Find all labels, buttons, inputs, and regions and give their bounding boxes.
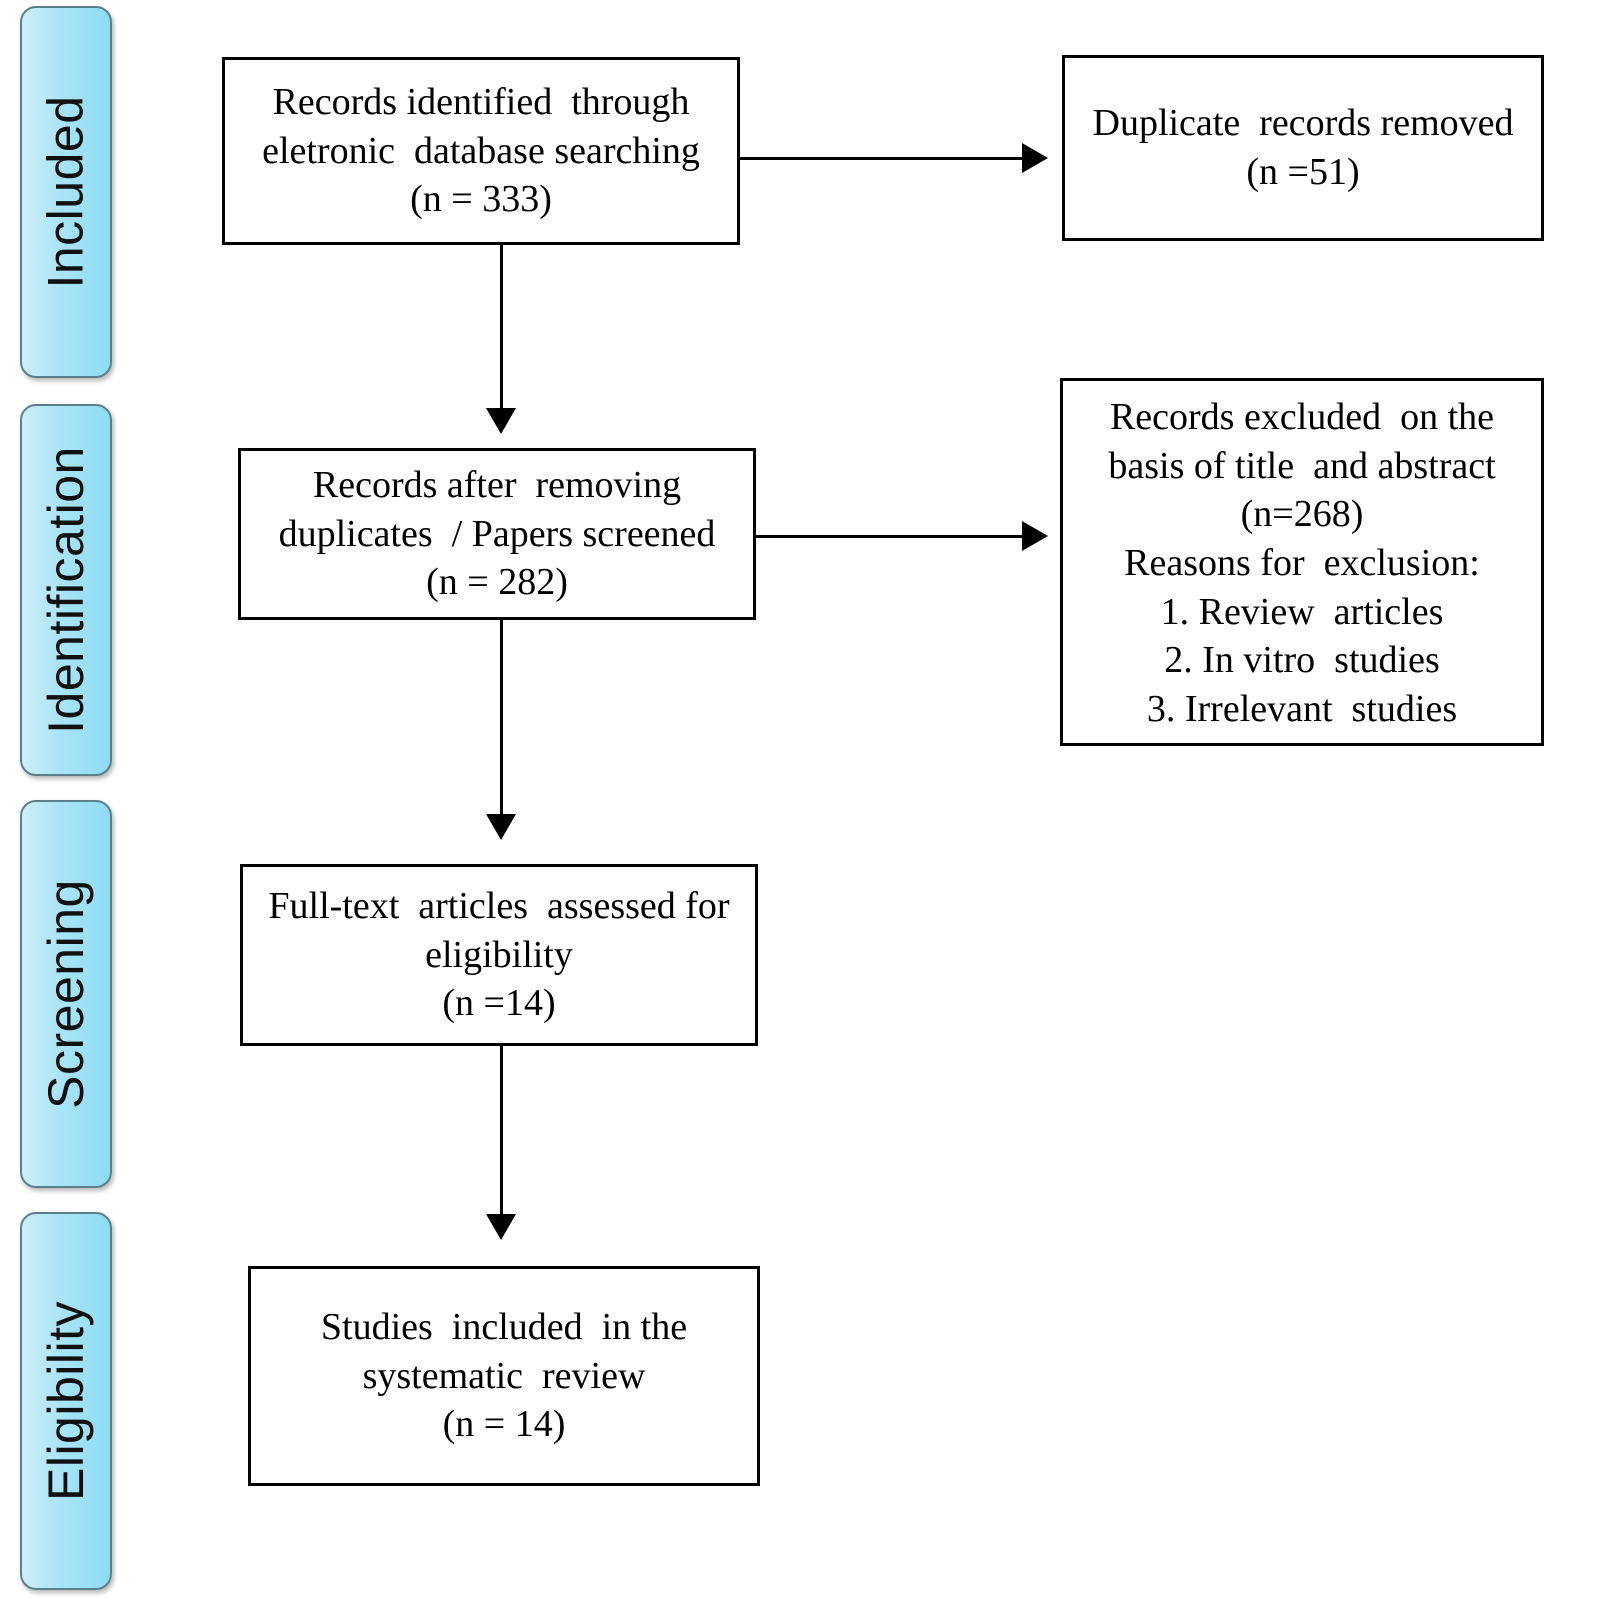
- box-duplicate-records-line1: Duplicate records removed: [1092, 102, 1514, 145]
- box-records-after-duplicates-line1: Records after removing: [312, 464, 682, 507]
- connector-screened-to-excluded: [756, 535, 1024, 538]
- box-records-excluded-reasons-heading: Reasons for exclusion:: [1124, 541, 1480, 584]
- box-records-after-duplicates: [238, 448, 756, 620]
- box-studies-included-line2: systematic review: [362, 1354, 646, 1397]
- arrowhead-right-to-duplicates: [1022, 143, 1048, 173]
- stage-pill-included: [20, 6, 112, 378]
- arrowhead-down-to-included: [486, 1214, 516, 1240]
- box-fulltext-articles-line1: Full-text articles assessed for: [268, 885, 730, 928]
- stage-label-eligibility: Eligibility: [38, 1300, 95, 1502]
- box-records-excluded-reason-1: 1. Review articles: [1160, 590, 1444, 633]
- box-records-excluded-reason-2: 2. In vitro studies: [1164, 639, 1440, 682]
- connector-fulltext-to-included: [500, 1046, 503, 1222]
- box-records-excluded-count: (n=268): [1240, 493, 1364, 536]
- box-duplicate-records-removed: [1062, 55, 1544, 241]
- stage-pill-screening: [20, 800, 112, 1188]
- box-records-excluded-line2: basis of title and abstract: [1108, 444, 1496, 487]
- connector-identified-to-after-duplicates: [500, 245, 503, 415]
- arrowhead-right-to-excluded: [1022, 521, 1048, 551]
- box-fulltext-articles-assessed: [240, 864, 758, 1046]
- box-records-after-duplicates-count: (n = 282): [426, 561, 568, 604]
- connector-screened-to-fulltext: [500, 620, 503, 822]
- stage-label-included: Included: [38, 95, 95, 289]
- stage-pill-eligibility: [20, 1212, 112, 1590]
- arrowhead-down-to-fulltext: [486, 814, 516, 840]
- box-records-after-duplicates-line2: duplicates / Papers screened: [278, 512, 716, 555]
- box-studies-included: [248, 1266, 760, 1486]
- box-fulltext-articles-line2: eligibility: [425, 933, 573, 976]
- box-records-excluded: [1060, 378, 1544, 746]
- box-duplicate-records-count: (n =51): [1246, 151, 1360, 193]
- stage-label-screening: Screening: [38, 879, 94, 1109]
- box-records-identified-line2: eletronic database searching: [262, 129, 700, 172]
- stage-label-identification: Identification: [38, 446, 94, 734]
- arrowhead-down-to-after-duplicates: [486, 408, 516, 434]
- stage-pill-identification: [20, 404, 112, 776]
- box-studies-included-line1: Studies included in the: [320, 1306, 688, 1349]
- box-records-identified: [222, 57, 740, 245]
- box-records-excluded-line1: Records excluded on the: [1109, 396, 1495, 438]
- box-records-excluded-reason-3: 3. Irrelevant studies: [1146, 687, 1458, 730]
- box-records-identified-line1: Records identified through: [272, 81, 690, 124]
- box-studies-included-count: (n = 14): [442, 1403, 566, 1446]
- connector-identified-to-duplicates: [740, 157, 1024, 160]
- box-records-identified-count: (n = 333): [410, 178, 552, 221]
- box-fulltext-articles-count: (n =14): [442, 982, 556, 1025]
